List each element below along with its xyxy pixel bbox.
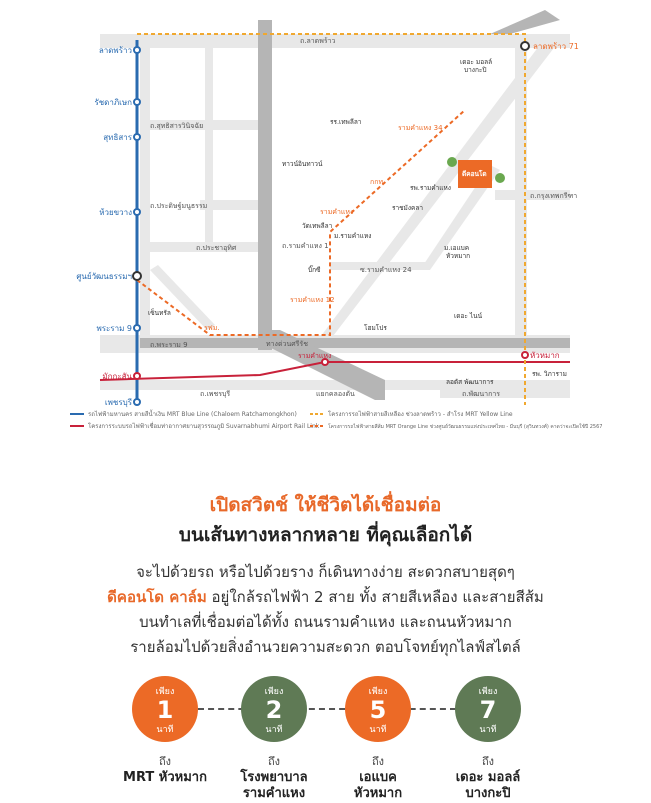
label-cultural: ศูนย์วัฒนธรรมฯ bbox=[76, 272, 132, 281]
legend-blue-text: รถไฟฟ้ามหานคร สายสีน้ำเงิน MRT Blue Line (Chaloem Ratchamongkhon) bbox=[88, 411, 297, 418]
label-univ: ม.รามคำแหง bbox=[334, 232, 372, 240]
station-cultural-dot bbox=[133, 272, 141, 280]
station-sutthisan-dot bbox=[134, 134, 140, 140]
label-watthepleela: วัดเทพลีลา bbox=[302, 222, 333, 230]
label-ladprao71: ลาดพร้าว 71 bbox=[533, 42, 579, 51]
time-badge-2: เพียง 2 นาที bbox=[241, 676, 307, 742]
legend-yellow-text: โครงการรถไฟฟ้าสายสีเหลือง ช่วงลาดพร้าว - สำโรง MRT Yellow Line bbox=[328, 411, 513, 418]
label-sutthisan: สุทธิสาร bbox=[103, 133, 132, 142]
destination-3: ถึง เอแบค หัวหมาก bbox=[353, 755, 403, 801]
station-makkasan-dot bbox=[134, 373, 140, 379]
legend-orange-text: โครงการรถไฟฟ้าสายสีส้ม MRT Orange Line ช่วงศูนย์วัฒนธรรมแห่งประเทศไทย - มีนบุรี (สุวินทวงศ์) คาดว่าจะเปิดใช้ปี 2567 bbox=[328, 424, 603, 430]
condo-name: ดีคอนโด คาล์ม bbox=[107, 588, 207, 606]
body-line-2-rest: อยู่ใกล้รถไฟฟ้า 2 สาย ทั้ง สายสีเหลือง และสายสีส้ม bbox=[206, 588, 544, 606]
label-bigc: บิ๊กซี bbox=[308, 266, 321, 274]
label-phetchaburi: เพชรบุรี bbox=[104, 398, 132, 407]
label-rama9-rd: ถ.พระราม 9 bbox=[150, 341, 188, 349]
label-mall-bangkapi-2: บางกะปิ bbox=[464, 66, 487, 74]
legend-red-text: โครงการระบบรถไฟฟ้าเชื่อมท่าอากาศยานสุวรรณภูมิ Suvarnabhumi Airport Rail Link bbox=[88, 423, 320, 430]
label-central: เซ็นทรัล bbox=[148, 309, 171, 317]
destination-2: ถึง โรงพยาบาล รามคำแหง bbox=[240, 755, 308, 801]
time-badge-4: เพียง 7 นาที bbox=[455, 676, 521, 742]
label-lotus-pattanakarn: ลอตัส พัฒนาการ bbox=[446, 378, 494, 386]
road-phetchaburi bbox=[100, 380, 570, 390]
destination-1: ถึง MRT หัวหมาก bbox=[123, 755, 207, 785]
label-ramkhamhaeng12: รามคำแหง 12 bbox=[290, 296, 335, 304]
label-ladprao-rd: ถ.ลาดพร้าว bbox=[300, 37, 336, 45]
label-abac-2: หัวหมาก bbox=[446, 252, 471, 260]
label-school-thepleela: รร.เทพลีลา bbox=[330, 118, 362, 126]
label-ramkhamhaeng-st: รามคำแหง bbox=[298, 352, 332, 360]
label-the-nine: เดอะ ไนน์ bbox=[454, 312, 483, 320]
label-expressway: ทางด่วนศรีรัช bbox=[266, 340, 308, 348]
label-huaikhwang: ห้วยขวาง bbox=[99, 208, 132, 217]
road-ratchada bbox=[140, 48, 150, 348]
label-hosp: รพ.รามคำแหง bbox=[410, 184, 451, 192]
label-soi1: ถ.รามคำแหง 1 bbox=[282, 242, 329, 250]
expressway-chalerm bbox=[258, 20, 272, 350]
tree-icon bbox=[447, 157, 457, 167]
body-line-4: รายล้อมไปด้วยสิ่งอำนวยความสะดวก ตอบโจทย์ทุกไลฟ์สไตล์ bbox=[130, 638, 521, 656]
road-pradit bbox=[205, 48, 213, 248]
station-ladprao71-dot bbox=[521, 42, 529, 50]
label-khlongtan: แยกคลองตัน bbox=[316, 390, 355, 398]
label-ramkhamhaeng34: รามคำแหง 34 bbox=[398, 124, 443, 132]
label-sutthisan-rd: ถ.สุทธิสารวินิจฉัย bbox=[150, 122, 204, 130]
station-phetchaburi-dot bbox=[134, 399, 140, 405]
label-rfm: รฟม. bbox=[204, 324, 220, 332]
label-ratchada: รัชดาภิเษก bbox=[94, 98, 132, 107]
headline-primary: เปิดสวิตช์ ให้ชีวิตได้เชื่อมต่อ bbox=[209, 494, 442, 516]
body-line-2 bbox=[0, 585, 651, 609]
time-badge-3: เพียง 5 นาที bbox=[345, 676, 411, 742]
station-huaikhwang-dot bbox=[134, 209, 140, 215]
label-rama9: พระราม 9 bbox=[96, 324, 132, 333]
time-badge-1: เพียง 1 นาที bbox=[132, 676, 198, 742]
label-phetchaburi-rd: ถ.เพชรบุรี bbox=[200, 390, 231, 398]
body-line-1: จะไปด้วยรถ หรือไปด้วยราง ก็เดินทางง่าย สะดวกสบายสุดๆ bbox=[136, 563, 515, 581]
station-ladprao-dot bbox=[134, 47, 140, 53]
label-ladprao: ลาดพร้าว bbox=[98, 46, 132, 55]
road-phattanakan bbox=[440, 390, 570, 398]
label-pracha-uthit: ถ.ประดิษฐ์มนูธรรม bbox=[150, 202, 208, 210]
label-kkk: กกท. bbox=[370, 178, 386, 186]
headline-secondary: บนเส้นทางหลากหลาย ที่คุณเลือกได้ bbox=[178, 524, 473, 546]
destination-4: ถึง เดอะ มอลล์ บางกะปิ bbox=[455, 755, 521, 801]
body-line-3: บนทำเลที่เชื่อมต่อได้ทั้ง ถนนรามคำแหง และถนนหัวหมาก bbox=[139, 613, 512, 631]
label-huamak: หัวหมาก bbox=[530, 351, 560, 360]
timeline-connector bbox=[198, 708, 456, 710]
label-condo: ดีคอนโด bbox=[462, 170, 487, 178]
tree-icon-2 bbox=[495, 173, 505, 183]
station-ratchada-dot bbox=[134, 99, 140, 105]
expressway-ne bbox=[490, 10, 560, 34]
label-pracha-uthit2: ถ.ประชาอุทิศ bbox=[196, 244, 237, 252]
label-soi24: ซ.รามคำแหง 24 bbox=[360, 266, 412, 274]
label-abac: ม.เอแบค bbox=[444, 244, 470, 252]
label-ramkhamhaeng-orange: รามคำแหง bbox=[320, 208, 354, 216]
label-kanchana: ถ.กรุงเทพกรีฑา bbox=[530, 192, 578, 200]
label-townintown: ทาวน์อินทาวน์ bbox=[282, 160, 323, 168]
station-rama9-dot bbox=[134, 325, 140, 331]
label-homepro: โฮมโปร bbox=[364, 324, 387, 332]
expressway-sirat bbox=[140, 338, 570, 348]
label-makkasan: มักกะสัน bbox=[102, 372, 132, 381]
label-mall-bangkapi: เดอะ มอลล์ bbox=[460, 58, 493, 66]
station-huamak-dot bbox=[522, 352, 528, 358]
label-phattanakan: ถ.พัฒนาการ bbox=[462, 390, 501, 398]
label-vibharam: รพ. วิภาราม bbox=[532, 370, 567, 378]
label-rajamangala: ราชมังคลา bbox=[392, 204, 423, 212]
